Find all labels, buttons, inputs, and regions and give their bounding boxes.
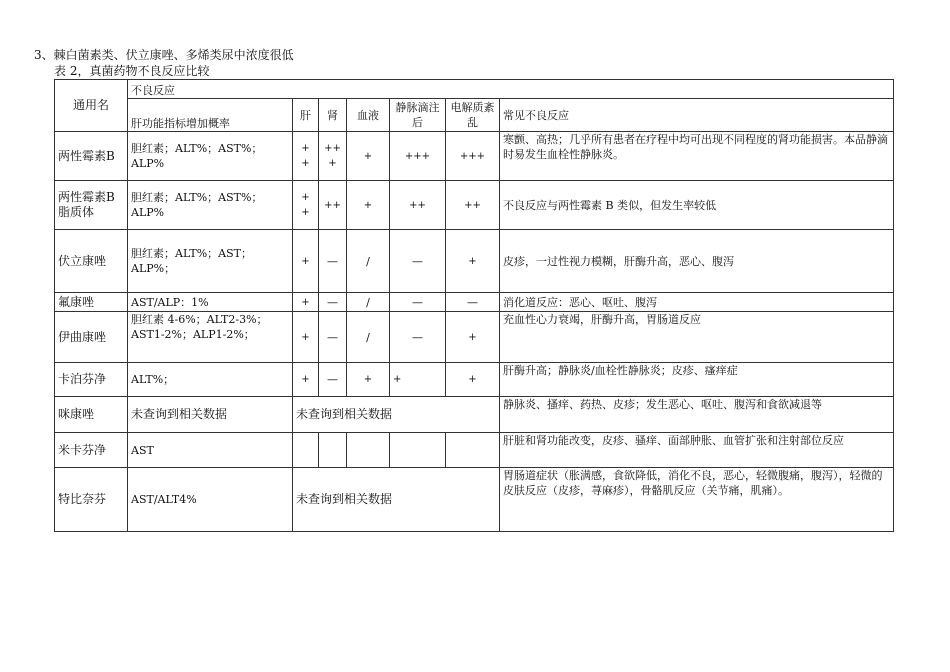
drug-name: 咪康唑 (55, 397, 128, 433)
header-row-1 (55, 80, 894, 99)
header-electrolyte: 电解质紊乱 (446, 99, 500, 132)
liver-func-cell: AST/ALT4% (128, 468, 293, 532)
electrolyte-cell: + (446, 230, 500, 293)
electrolyte-cell: + (446, 312, 500, 363)
liver-func-cell: 未查询到相关数据 (128, 397, 293, 433)
iv-cell: ++ (390, 181, 446, 230)
kidney-cell: ++ (319, 181, 347, 230)
iv-cell: — (390, 312, 446, 363)
liver-func-cell: 胆红素；ALT%；AST；ALP%； (128, 230, 293, 293)
kidney-cell: — (319, 363, 347, 397)
drug-name: 两性霉素B脂质体 (55, 181, 128, 230)
liver-cell: + (293, 312, 319, 363)
electrolyte-cell (446, 433, 500, 468)
table-row (55, 363, 894, 397)
electrolyte-cell: + (446, 363, 500, 397)
kidney-cell (319, 433, 347, 468)
blood-cell: + (347, 363, 390, 397)
table-row (55, 132, 894, 181)
liver-cell: + (293, 363, 319, 397)
drug-name: 伏立康唑 (55, 230, 128, 293)
common-reaction-cell: 寒颤、高热；几乎所有患者在疗程中均可出现不同程度的肾功能损害。本品静滴时易发生血栓性静脉炎。 (500, 132, 894, 181)
liver-func-cell: 胆红素 4-6%；ALT2-3%；AST1-2%；ALP1-2%； (128, 312, 293, 363)
adverse-reaction-table (54, 79, 894, 532)
liver-cell: + (293, 230, 319, 293)
header-name: 通用名 (55, 80, 128, 132)
liver-cell: + + (293, 181, 319, 230)
drug-name: 米卡芬净 (55, 433, 128, 468)
common-reaction-cell: 充血性心力衰竭，肝酶升高，胃肠道反应 (500, 312, 894, 363)
intro-line: 3、棘白菌素类、伏立康唑、多烯类尿中浓度很低 (34, 48, 294, 62)
common-reaction-cell: 不良反应与两性霉素 B 类似，但发生率较低 (500, 181, 894, 230)
table-row (55, 293, 894, 312)
header-liver-func: 肝功能指标增加概率 (128, 99, 293, 132)
table-row (55, 181, 894, 230)
liver-func-cell: 胆红素；ALT%；AST%；ALP% (128, 132, 293, 181)
kidney-cell: ++ + (319, 132, 347, 181)
common-reaction-cell: 胃肠道症状（胀满感，食欲降低，消化不良，恶心，轻微腹痛，腹泻），轻微的皮肤反应（皮疹，荨麻疹），骨骼肌反应（关节痛，肌痛）。 (500, 468, 894, 532)
common-reaction-cell: 消化道反应：恶心、呕吐、腹泻 (500, 293, 894, 312)
iv-cell: — (390, 293, 446, 312)
merged-reaction-cell: 未查询到相关数据 (293, 397, 500, 433)
iv-cell: — (390, 230, 446, 293)
table-caption: 表 2，真菌药物不良反应比较 (54, 64, 210, 78)
header-iv: 静脉滴注后 (390, 99, 446, 132)
header-row-2 (55, 99, 894, 132)
table-row (55, 433, 894, 468)
common-reaction-cell: 肝脏和肾功能改变，皮疹、骚痒、面部肿胀、血管扩张和注射部位反应 (500, 433, 894, 468)
blood-cell: + (347, 132, 390, 181)
liver-cell: + + (293, 132, 319, 181)
kidney-cell: — (319, 293, 347, 312)
header-common: 常见不良反应 (500, 99, 894, 132)
table-row (55, 397, 894, 433)
blood-cell: / (347, 293, 390, 312)
liver-cell (293, 433, 319, 468)
iv-cell: + (390, 363, 446, 397)
liver-cell: + (293, 293, 319, 312)
liver-func-cell: 胆红素；ALT%；AST%；ALP% (128, 181, 293, 230)
blood-cell: / (347, 230, 390, 293)
header-blood: 血液 (347, 99, 390, 132)
iv-cell (390, 433, 446, 468)
liver-func-cell: AST/ALP：1% (128, 293, 293, 312)
kidney-cell: — (319, 230, 347, 293)
iv-cell: +++ (390, 132, 446, 181)
common-reaction-cell: 静脉炎、搔痒、药热、皮疹；发生恶心、呕吐、腹泻和食欲减退等 (500, 397, 894, 433)
common-reaction-cell: 肝酶升高；静脉炎/血栓性静脉炎；皮疹、瘙痒症 (500, 363, 894, 397)
drug-name: 伊曲康唑 (55, 312, 128, 363)
liver-func-cell: AST (128, 433, 293, 468)
kidney-cell: — (319, 312, 347, 363)
table-row (55, 230, 894, 293)
blood-cell: + (347, 181, 390, 230)
table-row (55, 312, 894, 363)
drug-name: 卡泊芬净 (55, 363, 128, 397)
header-liver: 肝 (293, 99, 319, 132)
drug-name: 两性霉素B (55, 132, 128, 181)
liver-func-cell: ALT%； (128, 363, 293, 397)
blood-cell (347, 433, 390, 468)
drug-name: 氟康唑 (55, 293, 128, 312)
common-reaction-cell: 皮疹，一过性视力模糊，肝酶升高，恶心、腹泻 (500, 230, 894, 293)
blood-cell: / (347, 312, 390, 363)
header-group: 不良反应 (128, 80, 894, 99)
electrolyte-cell: +++ (446, 132, 500, 181)
electrolyte-cell: — (446, 293, 500, 312)
merged-reaction-cell: 未查询到相关数据 (293, 468, 500, 532)
electrolyte-cell: ++ (446, 181, 500, 230)
drug-name: 特比奈芬 (55, 468, 128, 532)
header-kidney: 肾 (319, 99, 347, 132)
table-row (55, 468, 894, 532)
